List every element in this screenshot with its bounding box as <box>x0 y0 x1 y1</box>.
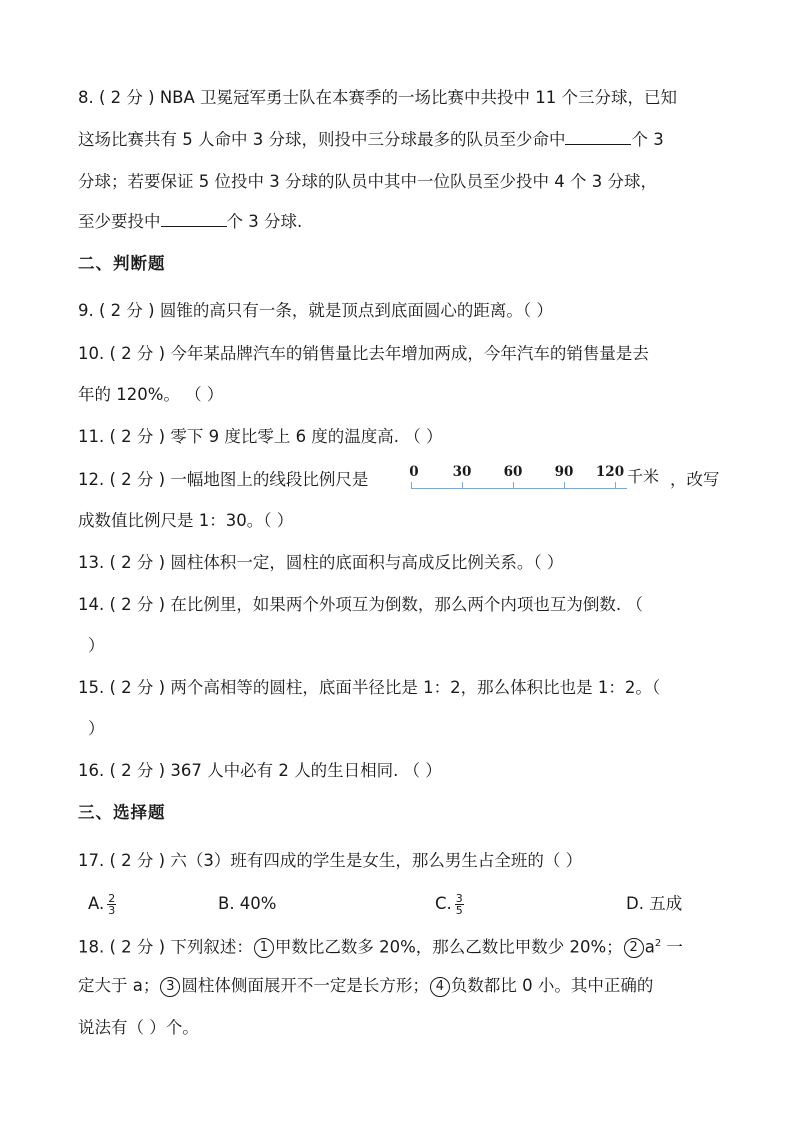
q14-line1: 14. ( 2 分 ) 在比例里，如果两个外项互为倒数，那么两个内项也互为倒数. （ <box>78 595 643 614</box>
scale-label-60: 60 <box>503 464 523 480</box>
scale-bar-line <box>411 488 627 489</box>
fraction-numerator: 3 <box>455 892 463 905</box>
q8-line1: 8. ( 2 分 ) NBA 卫冕冠军勇士队在本赛季的一场比赛中共投中 11 个三分球，已知 <box>78 88 678 107</box>
q18-line1-tail: 一 <box>661 937 683 957</box>
scale-tick-90 <box>564 482 565 488</box>
q8-line3: 分球；若要保证 5 位投中 3 分球的队员中其中一位队员至少投中 4 个 3 分球， <box>78 172 657 191</box>
q17-option-b[interactable]: B. 40% <box>218 894 277 913</box>
q18-statement-4: 负数都比 0 小。其中正确的 <box>450 976 654 995</box>
scale-tick-120 <box>615 482 616 488</box>
q18-line2-text: 定大于 a； <box>78 976 160 995</box>
q13-text: 13. ( 2 分 ) 圆柱体积一定，圆柱的底面积与高成反比例关系。（ ） <box>78 553 564 572</box>
circled-number-2: 2 <box>624 938 644 958</box>
scale-tick-60 <box>513 482 514 488</box>
q18-statement-2-exponent: 2 <box>654 938 662 949</box>
scale-label-30: 30 <box>452 464 472 480</box>
circled-number-4: 4 <box>430 977 450 997</box>
section-heading-choice: 三、选择题 <box>78 803 166 822</box>
q14-line2: ） <box>88 636 105 655</box>
q8-line4 <box>78 210 302 234</box>
q17-option-a[interactable] <box>88 892 116 916</box>
fraction-numerator: 2 <box>108 892 116 905</box>
q15-line1: 15. ( 2 分 ) 两个高相等的圆柱，底面半径比是 1：2，那么体积比也是 1：2。（ <box>78 678 661 697</box>
q17-option-c-label: C. <box>435 894 452 913</box>
circled-number-1: 1 <box>254 938 274 958</box>
q10-line2: 年的 120%。 （ ） <box>78 385 224 404</box>
q8-answer-blank-1[interactable] <box>565 128 631 145</box>
q10-line1: 10. ( 2 分 ) 今年某品牌汽车的销售量比去年增加两成，今年汽车的销售量是去 <box>78 344 649 363</box>
q17-option-c[interactable] <box>435 892 464 916</box>
scale-label-0: 0 <box>409 464 419 480</box>
q16-text: 16. ( 2 分 ) 367 人中必有 2 人的生日相同. （ ） <box>78 761 442 780</box>
q18-statement-2-var: a <box>644 937 655 957</box>
q17-option-a-label: A. <box>88 894 105 913</box>
q8-line2-text: 这场比赛共有 5 人命中 3 分球，则投中三分球最多的队员至少命中 <box>78 130 566 149</box>
q18-line1-text: 18. ( 2 分 ) 下列叙述： <box>78 937 253 957</box>
circled-number-3: 3 <box>160 977 180 997</box>
scale-label-120: 120 <box>595 464 625 480</box>
linear-scale-bar <box>405 462 627 496</box>
q17-option-c-fraction <box>455 893 464 916</box>
fraction-denominator: 3 <box>108 904 116 917</box>
q17-option-d[interactable]: D. 五成 <box>626 894 683 913</box>
q18-line1 <box>78 932 683 956</box>
q18-statement-3: 圆柱体侧面展开不一定是长方形； <box>181 976 429 995</box>
scale-tick-30 <box>462 482 463 488</box>
q12-line1-text: 12. ( 2 分 ) 一幅地图上的线段比例尺是 <box>78 470 369 489</box>
q8-line4-text: 至少要投中 <box>78 212 161 231</box>
q15-line2: ） <box>88 719 105 738</box>
q11-text: 11. ( 2 分 ) 零下 9 度比零上 6 度的温度高. （ ） <box>78 427 443 446</box>
q12-line1-tail: ，改写 <box>670 470 720 489</box>
section-heading-judgment: 二、判断题 <box>78 254 166 273</box>
q17-text: 17. ( 2 分 ) 六（3）班有四成的学生是女生，那么男生占全班的（ ） <box>78 851 583 870</box>
q18-statement-1: 甲数比乙数多 20%，那么乙数比甲数少 20%； <box>274 937 623 957</box>
scale-unit-label: 千米 <box>627 467 660 486</box>
q8-answer-blank-2[interactable] <box>161 210 227 227</box>
scale-tick-0 <box>411 482 412 488</box>
q8-line2 <box>78 128 664 152</box>
scale-label-90: 90 <box>554 464 574 480</box>
q17-option-a-fraction <box>107 893 116 916</box>
q9-text: 9. ( 2 分 ) 圆锥的高只有一条，就是顶点到底面圆心的距离。（ ） <box>78 301 553 320</box>
q12-line2: 成数值比例尺是 1：30。（ ） <box>78 511 294 530</box>
fraction-denominator: 5 <box>455 904 463 917</box>
q8-line4-tail: 个 3 分球. <box>226 212 303 231</box>
q18-line2 <box>78 974 653 998</box>
q8-line2-tail: 个 3 <box>631 130 664 149</box>
q18-line3: 说法有（ ）个。 <box>78 1018 199 1037</box>
